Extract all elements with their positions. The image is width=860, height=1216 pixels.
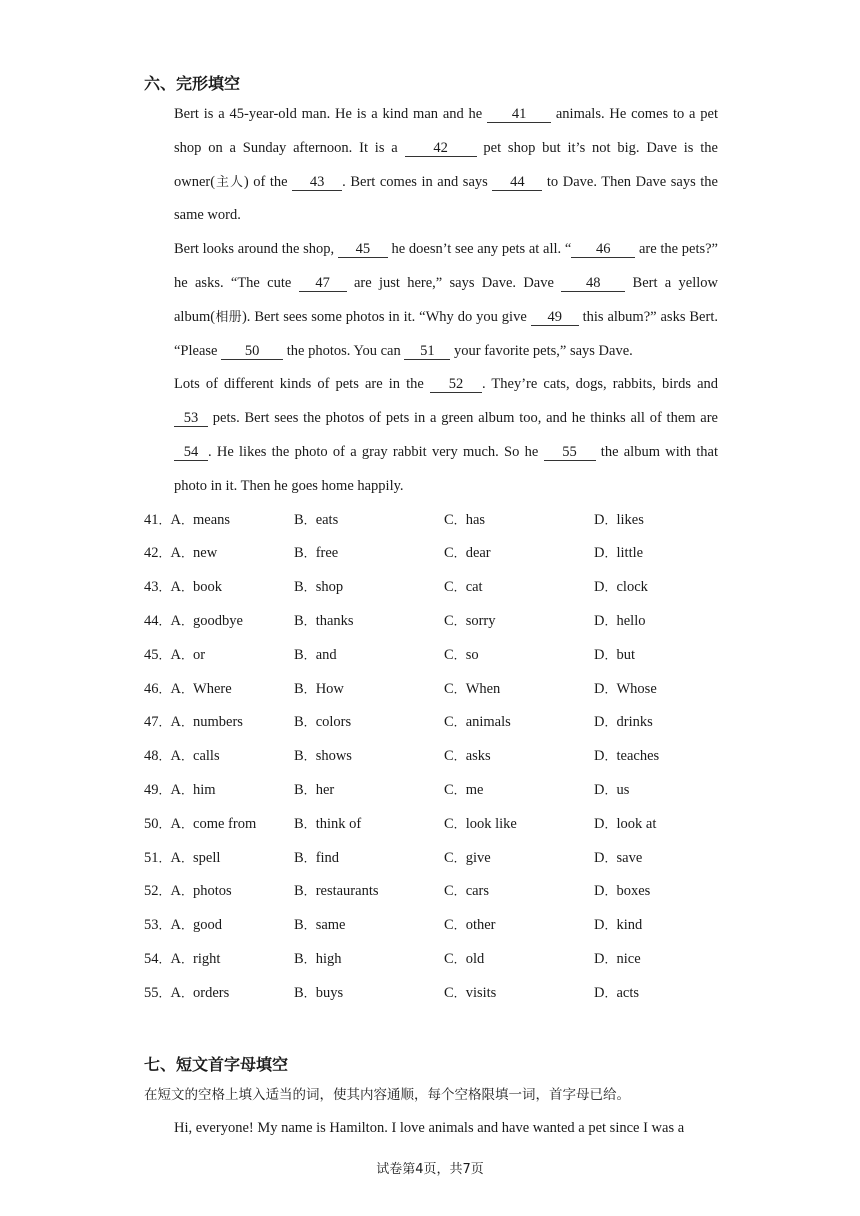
blank-46: 46: [571, 241, 635, 258]
option-52-b: B．restaurants: [294, 883, 379, 900]
page-footer: 试卷第4页，共7页: [376, 1162, 484, 1177]
question-44: [144, 605, 718, 639]
blank-54: 54: [174, 444, 208, 461]
option-41-b: B．eats: [294, 511, 339, 528]
blank-47: 47: [299, 275, 347, 292]
option-42-d: D．little: [594, 545, 644, 562]
option-45-b: B．and: [294, 646, 337, 663]
option-52-d: D．boxes: [594, 883, 651, 900]
option-46-c: C．When: [444, 680, 501, 697]
question-41: [144, 504, 718, 538]
option-42-c: C．dear: [444, 545, 491, 562]
option-46-d: D．Whose: [594, 680, 657, 697]
option-47-c: C．animals: [444, 714, 511, 731]
blank-51: 51: [404, 343, 450, 360]
question-50: [144, 808, 718, 842]
option-45-d: D．but: [594, 646, 636, 663]
option-50-c: C．look like: [444, 815, 517, 832]
passage-paragraph: Bert looks around the shop, 45 he doesn’t see any pets at all. “ 46 are the pets?” he asks. “The cute 47 are just here,” says Dave. Dave 48 Bert a yellow album(相册). Bert sees some photos in it. “Why do you give 49 this album?” asks Bert. “Please 50 the photos. You can 51 your favorite pets,” says Dave.: [174, 241, 718, 359]
option-49-b: B．her: [294, 781, 335, 798]
section-7-title: 七、短文首字母填空: [144, 1054, 289, 1074]
passage-paragraph: Lots of different kinds of pets are in the 52 . They’re cats, dogs, rabbits, birds and 53 pets. Bert sees the photos of pets in a green album too, and he thinks all of them are 54 . He likes the photo of a gray rabbit very much. So he 55 the album with that photo in it. Then he goes home happily.: [174, 376, 719, 494]
blank-41: 41: [487, 106, 551, 123]
option-48-b: B．shows: [294, 748, 352, 765]
section-7-first-line: Hi, everyone! My name is Hamilton. I love animals and have wanted a pet since I was a: [174, 1119, 685, 1136]
option-54-a: 54．A．right: [144, 950, 221, 967]
blank-55: 55: [544, 444, 596, 461]
option-42-b: B．free: [294, 545, 339, 562]
question-49: [144, 774, 718, 808]
option-44-c: C．sorry: [444, 612, 496, 629]
cloze-passage: [144, 98, 718, 504]
blank-42: 42: [405, 140, 477, 157]
blank-52: 52: [430, 376, 482, 393]
option-50-d: D．look at: [594, 815, 657, 832]
option-46-a: 46．A．Where: [144, 680, 232, 697]
option-54-b: B．high: [294, 950, 342, 967]
option-47-a: 47．A．numbers: [144, 714, 243, 731]
question-55: [144, 977, 718, 1011]
option-51-a: 51．A．spell: [144, 849, 221, 866]
option-51-b: B．find: [294, 849, 340, 866]
section-6-title: 六、完形填空: [144, 74, 241, 93]
question-51: [144, 842, 718, 876]
option-43-b: B．shop: [294, 579, 344, 596]
option-53-d: D．kind: [594, 917, 643, 934]
option-41-c: C．has: [444, 511, 486, 528]
option-43-c: C．cat: [444, 579, 483, 596]
blank-50: 50: [221, 343, 283, 360]
option-45-c: C．so: [444, 646, 479, 663]
option-47-d: D．drinks: [594, 714, 653, 731]
option-48-c: C．asks: [444, 748, 491, 765]
question-42: [144, 537, 718, 571]
option-55-a: 55．A．orders: [144, 984, 230, 1001]
option-41-d: D．likes: [594, 511, 644, 528]
option-41-a: 41．A．means: [144, 511, 231, 528]
question-54: [144, 943, 718, 977]
option-55-d: D．acts: [594, 984, 640, 1001]
option-55-c: C．visits: [444, 984, 497, 1001]
option-53-b: B．same: [294, 917, 346, 934]
blank-49: 49: [531, 309, 579, 326]
option-42-a: 42．A．new: [144, 545, 218, 562]
question-45: [144, 639, 718, 673]
option-47-b: B．colors: [294, 714, 352, 731]
option-51-c: C．give: [444, 849, 491, 866]
section-7: [144, 1051, 718, 1146]
option-52-c: C．cars: [444, 883, 490, 900]
blank-48: 48: [561, 275, 625, 292]
passage-paragraph: Bert is a 45-year-old man. He is a kind man and he 41 animals. He comes to a pet shop on a Sunday afternoon. It is a 42 pet shop but it’s not big. Dave is the owner(主人) of the 43 . Bert comes in and says 44 to Dave. Then Dave says the same word.: [174, 106, 718, 224]
question-48: [144, 740, 718, 774]
section-7-text: [144, 1112, 718, 1146]
question-47: [144, 706, 718, 740]
option-50-b: B．think of: [294, 815, 362, 832]
question-46: [144, 673, 718, 707]
blank-43: 43: [292, 174, 342, 191]
option-45-a: 45．A．or: [144, 646, 206, 663]
option-46-b: B．How: [294, 680, 344, 697]
section-7-instruction: 在短文的空格上填入适当的词，使其内容通顺，每个空格限填一词，首字母已给。: [144, 1086, 630, 1103]
option-49-d: D．us: [594, 781, 630, 798]
option-55-b: B．buys: [294, 984, 344, 1001]
option-43-d: D．clock: [594, 579, 648, 596]
option-48-d: D．teaches: [594, 748, 660, 765]
option-49-a: 49．A．him: [144, 781, 216, 798]
cloze-options: [144, 504, 718, 1011]
question-53: [144, 909, 718, 943]
blank-45: 45: [338, 241, 388, 258]
page-content: [144, 70, 718, 1145]
option-51-d: D．save: [594, 849, 643, 866]
question-52: [144, 875, 718, 909]
option-44-a: 44．A．goodbye: [144, 612, 243, 629]
option-50-a: 50．A．come from: [144, 815, 257, 832]
option-52-a: 52．A．photos: [144, 883, 232, 900]
option-48-a: 48．A．calls: [144, 748, 220, 765]
option-49-c: C．me: [444, 781, 484, 798]
option-54-d: D．nice: [594, 950, 641, 967]
blank-53: 53: [174, 410, 208, 427]
option-44-b: B．thanks: [294, 612, 354, 629]
chinese-gloss: 主人: [215, 174, 244, 190]
option-54-c: C．old: [444, 950, 485, 967]
question-43: [144, 571, 718, 605]
option-43-a: 43．A．book: [144, 579, 223, 596]
option-53-a: 53．A．good: [144, 917, 223, 934]
blank-44: 44: [492, 174, 542, 191]
option-53-c: C．other: [444, 917, 496, 934]
option-44-d: D．hello: [594, 612, 646, 629]
chinese-gloss: 相册: [215, 309, 242, 325]
